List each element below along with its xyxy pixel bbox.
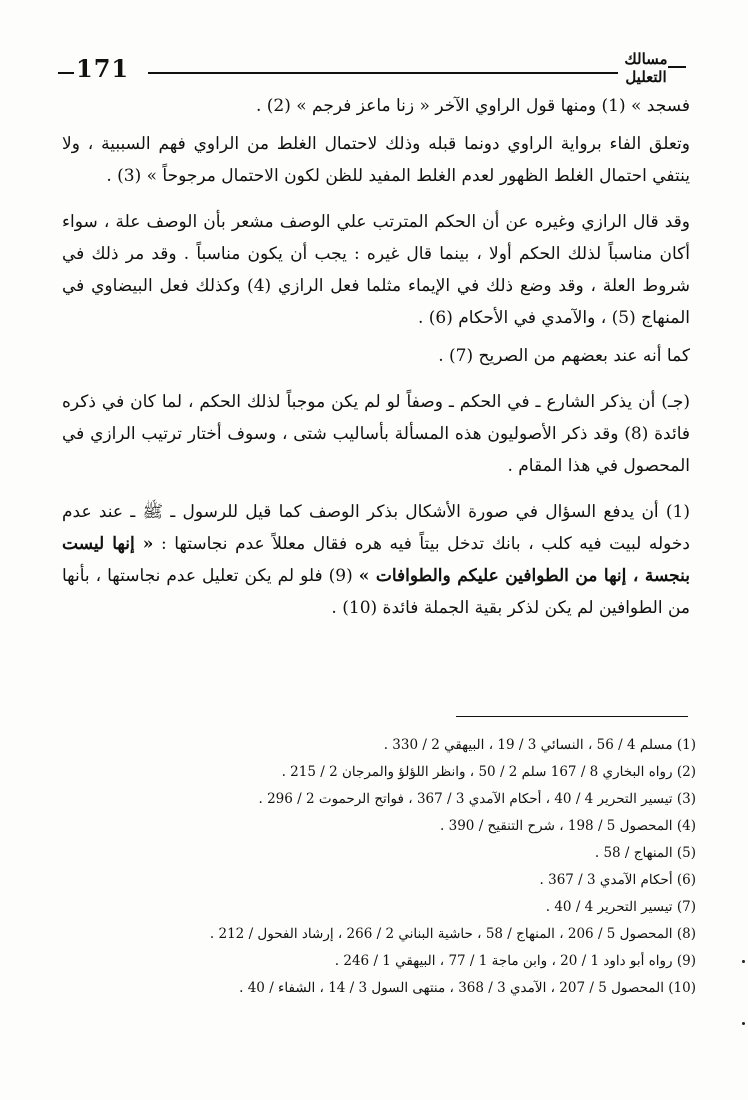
footnotes (150, 732, 696, 1002)
footnote-4: (4) المحصول 5 / 198 ، شرح التنقيح / 390 . (440, 818, 696, 834)
footnote-separator (456, 716, 688, 717)
paragraph-5: (جـ) أن يذكر الشارع ـ في الحكم ـ وصفاً لو لم يكن موجباً لذلك الحكم ، لما كان في ذكره فائدة (8) وقد ذكر الأصوليون هذه المسألة بأساليب شتى ، وسوف أختار ترتيب الرازي في المحصول في هذا المقام . (62, 392, 690, 476)
header-rule (148, 72, 618, 74)
footnote-7: (7) تيسير التحرير 4 / 40 . (545, 899, 696, 915)
footnote-8: (8) المحصول 5 / 206 ، المنهاج / 58 ، حاشية البناني 2 / 266 ، إرشاد الفحول / 212 . (209, 926, 696, 942)
hadith-quote: « إنها ليست بنجسة ، إنها من الطوافين عليكم والطوافات » (62, 534, 690, 586)
scan-speck (742, 1022, 745, 1025)
footnote-9: (9) رواه أبو داود 1 / 20 ، وابن ماجة 1 / 77 ، البيهقي 1 / 246 . (334, 953, 696, 969)
header-trail-dash (668, 66, 686, 68)
header-lead-dash (58, 72, 74, 74)
footnote-1: (1) مسلم 4 / 56 ، النسائي 3 / 19 ، البيهقي 2 / 330 . (383, 737, 696, 753)
footnote-6: (6) أحكام الآمدي 3 / 367 . (539, 872, 696, 888)
page-number: 171 (76, 54, 130, 83)
footnote-2: (2) رواه البخاري 8 / 167 سلم 2 / 50 ، وانظر اللؤلؤ والمرجان 2 / 215 . (281, 764, 696, 780)
paragraph-1: فسجد » (1) ومنها قول الراوي الآخر « زنا ماعز فرجم » (2) . (255, 96, 690, 116)
paragraph-6-before-quote: (1) أن يدفع السؤال في صورة الأشكال بذكر الوصف كما قيل للرسول ـ ﷺ ـ عند عدم دخوله لبيت فيه كلب ، بانك تدخل بيتاً فيه هره فقال معللاً عدم نجاستها : (62, 502, 690, 554)
page-header (56, 46, 686, 86)
paragraph-3: وقد قال الرازي وغيره عن أن الحكم المترتب علي الوصف مشعر بأن الوصف علة ، سواء أكان مناسباً لذلك الحكم أولا ، بينما قال غيره : يجب أن يكون مناسباً . وقد مر ذلك في شروط العلة ، وقد وضع ذلك في الإيماء مثلما فعل الرازي (4) وكذلك فعل البيضاوي في المنهاج (5) ، والآمدي في الأحكام (6) . (62, 212, 690, 328)
paragraph-2: وتعلق الفاء برواية الراوي دونما قبله وذلك لاحتمال الغلط من الراوي فهم السببية ، ولا ينتفي احتمال الغلط الظهور لعدم الغلط المفيد للظن لكون الاحتمال مرجوحاً » (3) . (62, 134, 690, 186)
paragraph-6-after-quote: (9) فلو لم يكن تعليل عدم نجاستها ، بأنها من الطوافين لم يكن لذكر بقية الجملة فائدة (10) . (62, 566, 690, 618)
footnote-10: (10) المحصول 5 / 207 ، الآمدي 3 / 368 ، منتهى السول 3 / 14 ، الشفاء / 40 . (239, 980, 696, 996)
scan-speck (742, 960, 745, 963)
paragraph-6 (62, 496, 690, 624)
footnote-5: (5) المنهاج / 58 . (594, 845, 696, 861)
main-text (62, 90, 690, 624)
paragraph-4: كما أنه عند بعضهم من الصريح (7) . (438, 346, 690, 366)
running-title: مسالك التعليل (624, 50, 668, 86)
footnote-3: (3) تيسير التحرير 4 / 40 ، أحكام الآمدي 3 / 367 ، فواتح الرحموت 2 / 296 . (258, 791, 696, 807)
